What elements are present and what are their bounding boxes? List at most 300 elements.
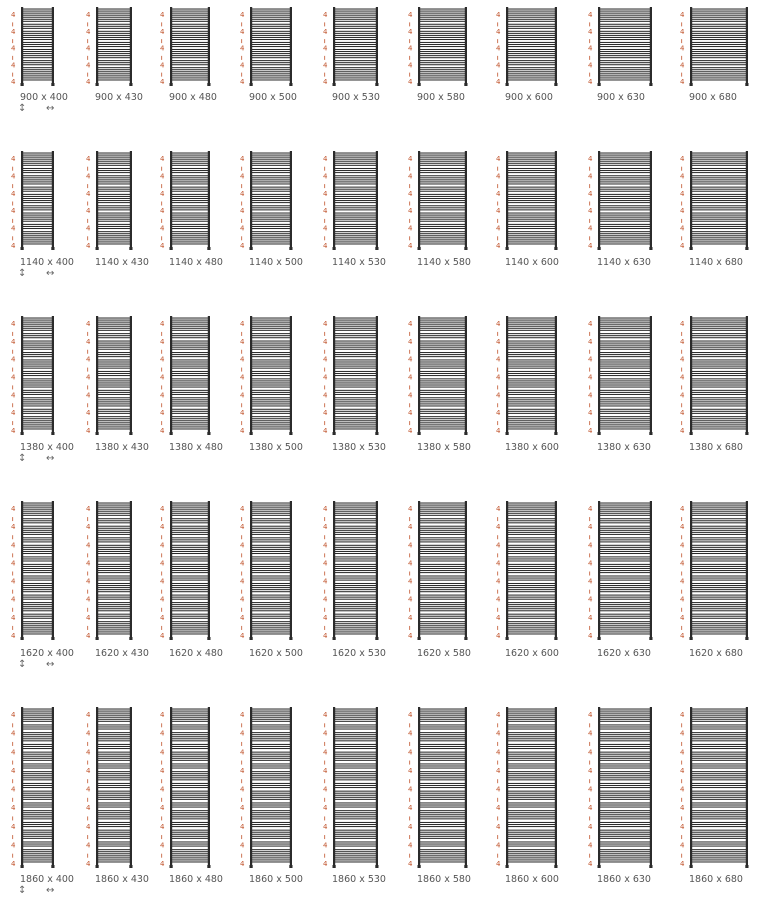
radiator-foot: [207, 247, 210, 250]
radiator-tube: [252, 606, 291, 607]
radiator-tube: [692, 9, 747, 10]
radiator-tube: [252, 553, 291, 554]
mount-marker: 4: [496, 766, 501, 775]
radiator-tube: [98, 855, 131, 856]
radiator-tube: [692, 337, 747, 338]
radiator-tube: [420, 15, 466, 16]
mount-marker: 4: [160, 804, 165, 813]
radiator-tube: [600, 591, 651, 592]
mount-marker: 4: [240, 155, 245, 163]
radiator-tube: [420, 818, 466, 819]
radiator-tube: [98, 73, 131, 74]
radiator-tube: [508, 558, 556, 559]
radiator-tube: [420, 855, 466, 856]
radiator-tube: [692, 553, 747, 554]
radiator-tube: [23, 528, 53, 529]
radiator-tube: [335, 237, 377, 238]
radiator-tube: [600, 243, 651, 244]
mount-tick: [409, 202, 410, 206]
mount-tick: [497, 202, 498, 206]
mount-tick: [324, 202, 325, 206]
radiator-tube: [508, 756, 556, 757]
radiator-tube: [335, 583, 377, 584]
radiator-tube: [252, 426, 291, 427]
radiator-tube: [600, 748, 651, 749]
radiator-tube: [23, 631, 53, 632]
mount-tick: [12, 56, 13, 60]
radiator-tube: [172, 411, 209, 412]
radiator-tube: [23, 520, 53, 521]
radiator-tube: [600, 326, 651, 327]
mount-tick: [12, 368, 13, 372]
radiator-tube: [335, 857, 377, 858]
radiator-tube: [692, 604, 747, 605]
mount-marker: 4: [680, 711, 685, 719]
mount-tick: [409, 835, 410, 839]
radiator-tube: [508, 564, 556, 565]
radiator-tube: [23, 568, 53, 569]
radiator-tube: [508, 726, 556, 727]
radiator-tube: [335, 719, 377, 720]
mount-tick: [681, 608, 682, 612]
radiator-tube: [692, 401, 747, 402]
radiator-tube: [600, 853, 651, 854]
mount-tick: [87, 517, 88, 521]
radiator-tube: [420, 67, 466, 68]
size-caption: 1860 x 500: [249, 874, 303, 885]
radiator-tube: [600, 161, 651, 162]
radiator-tube: [508, 413, 556, 414]
radiator-tube: [692, 537, 747, 538]
radiator-tube: [335, 384, 377, 385]
radiator-tube: [508, 846, 556, 847]
radiator-tube: [420, 33, 466, 34]
radiator-tube: [98, 606, 131, 607]
radiator-tube: [172, 394, 209, 395]
radiator-tube: [172, 378, 209, 379]
mount-tick: [497, 350, 498, 354]
radiator-tube: [692, 585, 747, 586]
radiator-tube: [252, 320, 291, 321]
radiator-tube: [335, 324, 377, 325]
radiator-1620x500: [238, 501, 296, 642]
radiator-tube: [335, 191, 377, 192]
radiator-tube: [252, 28, 291, 29]
mount-tick: [681, 350, 682, 354]
radiator-foot: [649, 637, 652, 640]
radiator-tube: [692, 35, 747, 36]
radiator-tube: [420, 241, 466, 242]
radiator-foot: [554, 247, 557, 250]
radiator-tube: [420, 9, 466, 10]
radiator-tube: [692, 49, 747, 50]
radiator-tube: [420, 364, 466, 365]
mount-tick: [324, 572, 325, 576]
radiator-tube: [600, 754, 651, 755]
mount-tick: [497, 798, 498, 802]
radiator-tube: [420, 528, 466, 529]
radiator-tube: [420, 420, 466, 421]
radiator-tube: [692, 55, 747, 56]
radiator-tube: [600, 846, 651, 847]
size-caption: 1140 x 680: [689, 257, 743, 268]
radiator-drawing: [321, 7, 382, 88]
radiator-tube: [508, 241, 556, 242]
radiator-tube: [692, 384, 747, 385]
mount-tick: [241, 835, 242, 839]
radiator-tube: [508, 183, 556, 184]
radiator-drawing: [9, 7, 58, 88]
radiator-tube: [600, 537, 651, 538]
mount-tick: [324, 350, 325, 354]
radiator-tube: [692, 568, 747, 569]
radiator-tube: [600, 189, 651, 190]
mount-tick: [589, 723, 590, 727]
radiator-tube: [600, 719, 651, 720]
radiator-tube: [98, 575, 131, 576]
radiator-tube: [172, 826, 209, 827]
radiator-tube: [692, 818, 747, 819]
radiator-tube: [23, 587, 53, 588]
radiator-tube: [420, 785, 466, 786]
radiator-tube: [172, 627, 209, 628]
radiator-tube: [252, 428, 291, 429]
radiator-tube: [420, 787, 466, 788]
mount-tick: [409, 167, 410, 171]
radiator-tube: [508, 814, 556, 815]
radiator-tube: [420, 711, 466, 712]
radiator-tube: [172, 55, 209, 56]
mount-marker: 4: [160, 224, 165, 233]
radiator-tube: [420, 591, 466, 592]
mount-marker: 4: [496, 523, 501, 532]
radiator-tube: [420, 765, 466, 766]
radiator-tube: [98, 599, 131, 600]
radiator-tube: [23, 785, 53, 786]
size-caption: 1140 x 400: [20, 257, 74, 268]
mount-tick: [409, 779, 410, 783]
radiator-tube: [252, 33, 291, 34]
radiator-tube: [98, 738, 131, 739]
radiator-tube: [600, 233, 651, 234]
radiator-tube: [335, 539, 377, 540]
radiator-tube: [692, 183, 747, 184]
mount-marker: 4: [408, 78, 413, 86]
radiator-tube: [420, 566, 466, 567]
radiator-tube: [335, 347, 377, 348]
radiator-tube: [98, 356, 131, 357]
radiator-tube: [23, 623, 53, 624]
radiator-tube: [252, 318, 291, 319]
radiator-tube: [508, 53, 556, 54]
radiator-tube: [252, 738, 291, 739]
radiator-tube: [420, 401, 466, 402]
radiator-tube: [23, 566, 53, 567]
radiator-1860x600: [494, 707, 561, 870]
radiator-tube: [420, 221, 466, 222]
radiator-tube: [335, 616, 377, 617]
radiator-tube: [420, 228, 466, 229]
mount-tick: [324, 723, 325, 727]
radiator-tube: [692, 345, 747, 346]
radiator-tube: [23, 416, 53, 417]
radiator-right-rail: [650, 501, 652, 638]
radiator-tube: [420, 161, 466, 162]
radiator-tube: [98, 243, 131, 244]
radiator-tube: [692, 15, 747, 16]
radiator-tube: [692, 610, 747, 611]
mount-marker: 4: [160, 785, 165, 794]
mount-tick: [409, 608, 410, 612]
radiator-tube: [420, 375, 466, 376]
radiator-tube: [600, 608, 651, 609]
mount-tick: [12, 421, 13, 425]
radiator-tube: [23, 428, 53, 429]
radiator-tube: [600, 746, 651, 747]
mount-marker: 4: [86, 189, 91, 198]
mount-tick: [12, 535, 13, 539]
radiator-tube: [508, 721, 556, 722]
radiator-foot: [51, 247, 54, 250]
radiator-tube: [335, 585, 377, 586]
radiator-tube: [335, 631, 377, 632]
radiator-tube: [600, 547, 651, 548]
radiator-tube: [252, 42, 291, 43]
radiator-tube: [420, 530, 466, 531]
radiator-tube: [508, 403, 556, 404]
radiator-tube: [335, 826, 377, 827]
radiator-tube: [172, 24, 209, 25]
radiator-tube: [600, 46, 651, 47]
radiator-tube: [98, 168, 131, 169]
mount-marker: 4: [588, 729, 593, 738]
mount-marker: 4: [11, 155, 16, 163]
radiator-tube: [98, 597, 131, 598]
radiator-tube: [692, 26, 747, 27]
radiator-tube: [508, 418, 556, 419]
radiator-tube: [692, 621, 747, 622]
radiator-tube: [420, 625, 466, 626]
radiator-tube: [23, 352, 53, 353]
radiator-tube: [692, 834, 747, 835]
mount-marker: 4: [408, 595, 413, 604]
radiator-tube: [172, 623, 209, 624]
radiator-tube: [420, 777, 466, 778]
radiator-tube: [692, 771, 747, 772]
radiator-tube: [172, 572, 209, 573]
radiator-tube: [600, 610, 651, 611]
radiator-tube: [23, 771, 53, 772]
radiator-foot: [21, 432, 24, 435]
radiator-tube: [172, 578, 209, 579]
radiator-tube: [98, 170, 131, 171]
radiator-tube: [420, 335, 466, 336]
radiator-tube: [692, 233, 747, 234]
mount-marker: 4: [11, 224, 16, 233]
radiator-tube: [420, 194, 466, 195]
radiator-tube: [252, 35, 291, 36]
radiator-tube: [252, 602, 291, 603]
radiator-tube: [335, 55, 377, 56]
mount-tick: [12, 39, 13, 43]
radiator-tube: [98, 564, 131, 565]
radiator-tube: [252, 213, 291, 214]
radiator-tube: [600, 771, 651, 772]
radiator-tube: [98, 713, 131, 714]
radiator-tube: [98, 616, 131, 617]
radiator-tube: [335, 392, 377, 393]
radiator-tube: [172, 631, 209, 632]
radiator-tube: [23, 834, 53, 835]
radiator-tube: [252, 161, 291, 162]
mount-marker: 4: [588, 224, 593, 233]
radiator-drawing: [406, 7, 471, 88]
mount-tick: [409, 421, 410, 425]
mount-marker: 4: [160, 505, 165, 513]
mount-marker: 4: [496, 61, 501, 70]
mount-marker: 4: [408, 804, 413, 813]
radiator-tube: [335, 578, 377, 579]
radiator-tube: [420, 834, 466, 835]
size-caption: 1860 x 530: [332, 874, 386, 885]
mount-tick: [681, 590, 682, 594]
radiator-tube: [335, 409, 377, 410]
radiator-tube: [420, 424, 466, 425]
radiator-tube: [23, 597, 53, 598]
radiator-tube: [692, 509, 747, 510]
radiator-foot: [418, 432, 421, 435]
radiator-tube: [335, 361, 377, 362]
radiator-tube: [692, 390, 747, 391]
radiator-tube: [600, 57, 651, 58]
radiator-tube: [98, 614, 131, 615]
radiator-tube: [23, 322, 53, 323]
radiator-tube: [692, 394, 747, 395]
radiator-tube: [23, 824, 53, 825]
radiator-tube: [98, 183, 131, 184]
radiator-tube: [692, 165, 747, 166]
radiator-tube: [600, 734, 651, 735]
radiator-tube: [692, 213, 747, 214]
radiator-tube: [600, 578, 651, 579]
size-caption: 1860 x 480: [169, 874, 223, 885]
radiator-tube: [600, 855, 651, 856]
radiator-tube: [98, 846, 131, 847]
radiator-tube: [692, 724, 747, 725]
radiator-tube: [508, 799, 556, 800]
radiator-tube: [420, 558, 466, 559]
mount-tick: [161, 798, 162, 802]
mount-tick: [87, 761, 88, 765]
radiator-right-rail: [130, 501, 132, 638]
mount-marker: 4: [86, 505, 91, 513]
radiator-tube: [420, 403, 466, 404]
radiator-tube: [420, 13, 466, 14]
radiator-tube: [508, 75, 556, 76]
mount-marker: 4: [86, 78, 91, 86]
radiator-tube: [98, 587, 131, 588]
radiator-tube: [98, 752, 131, 753]
radiator-tube: [98, 861, 131, 862]
mount-tick: [497, 167, 498, 171]
radiator-tube: [172, 219, 209, 220]
radiator-tube: [98, 518, 131, 519]
mount-marker: 4: [160, 523, 165, 532]
radiator-tube: [600, 24, 651, 25]
radiator-tube: [600, 841, 651, 842]
mount-tick: [12, 236, 13, 240]
radiator-tube: [335, 69, 377, 70]
radiator-tube: [508, 602, 556, 603]
radiator-right-rail: [465, 501, 467, 638]
mount-tick: [681, 798, 682, 802]
radiator-tube: [508, 832, 556, 833]
radiator-tube: [420, 602, 466, 603]
radiator-tube: [420, 861, 466, 862]
mount-marker: 4: [240, 729, 245, 738]
radiator-tube: [172, 795, 209, 796]
radiator-tube: [508, 711, 556, 712]
size-caption: 1620 x 630: [597, 648, 651, 659]
radiator-tube: [600, 380, 651, 381]
radiator-tube: [335, 791, 377, 792]
radiator-tube: [172, 337, 209, 338]
radiator-tube: [252, 777, 291, 778]
radiator-tube: [98, 570, 131, 571]
radiator-tube: [335, 368, 377, 369]
radiator-tube: [172, 177, 209, 178]
mount-marker: 4: [86, 748, 91, 757]
radiator-tube: [98, 368, 131, 369]
radiator-foot: [649, 432, 652, 435]
radiator-tube: [23, 172, 53, 173]
radiator-tube: [600, 851, 651, 852]
radiator-tube: [172, 207, 209, 208]
radiator-tube: [508, 224, 556, 225]
radiator-tube: [420, 775, 466, 776]
radiator-tube: [252, 205, 291, 206]
radiator-tube: [335, 39, 377, 40]
mount-marker: 4: [588, 748, 593, 757]
radiator-tube: [172, 855, 209, 856]
radiator-tube: [508, 361, 556, 362]
radiator-tube: [252, 763, 291, 764]
radiator-tube: [420, 366, 466, 367]
radiator-tube: [692, 359, 747, 360]
radiator-tube: [252, 585, 291, 586]
radiator-tube: [420, 356, 466, 357]
radiator-tube: [98, 719, 131, 720]
mount-marker: 4: [496, 595, 501, 604]
radiator-tube: [23, 17, 53, 18]
radiator-tube: [98, 768, 131, 769]
mount-marker: 4: [86, 242, 91, 250]
radiator-tube: [508, 79, 556, 80]
radiator-tube: [98, 744, 131, 745]
radiator-foot: [170, 637, 173, 640]
radiator-tube: [23, 787, 53, 788]
radiator-tube: [508, 31, 556, 32]
mount-marker: 4: [588, 27, 593, 36]
radiator-tube: [420, 17, 466, 18]
radiator-tube: [508, 384, 556, 385]
radiator-tube: [335, 797, 377, 798]
radiator-tube: [508, 324, 556, 325]
radiator-tube: [23, 545, 53, 546]
radiator-tube: [98, 771, 131, 772]
radiator-tube: [600, 33, 651, 34]
radiator-foot: [129, 865, 132, 868]
